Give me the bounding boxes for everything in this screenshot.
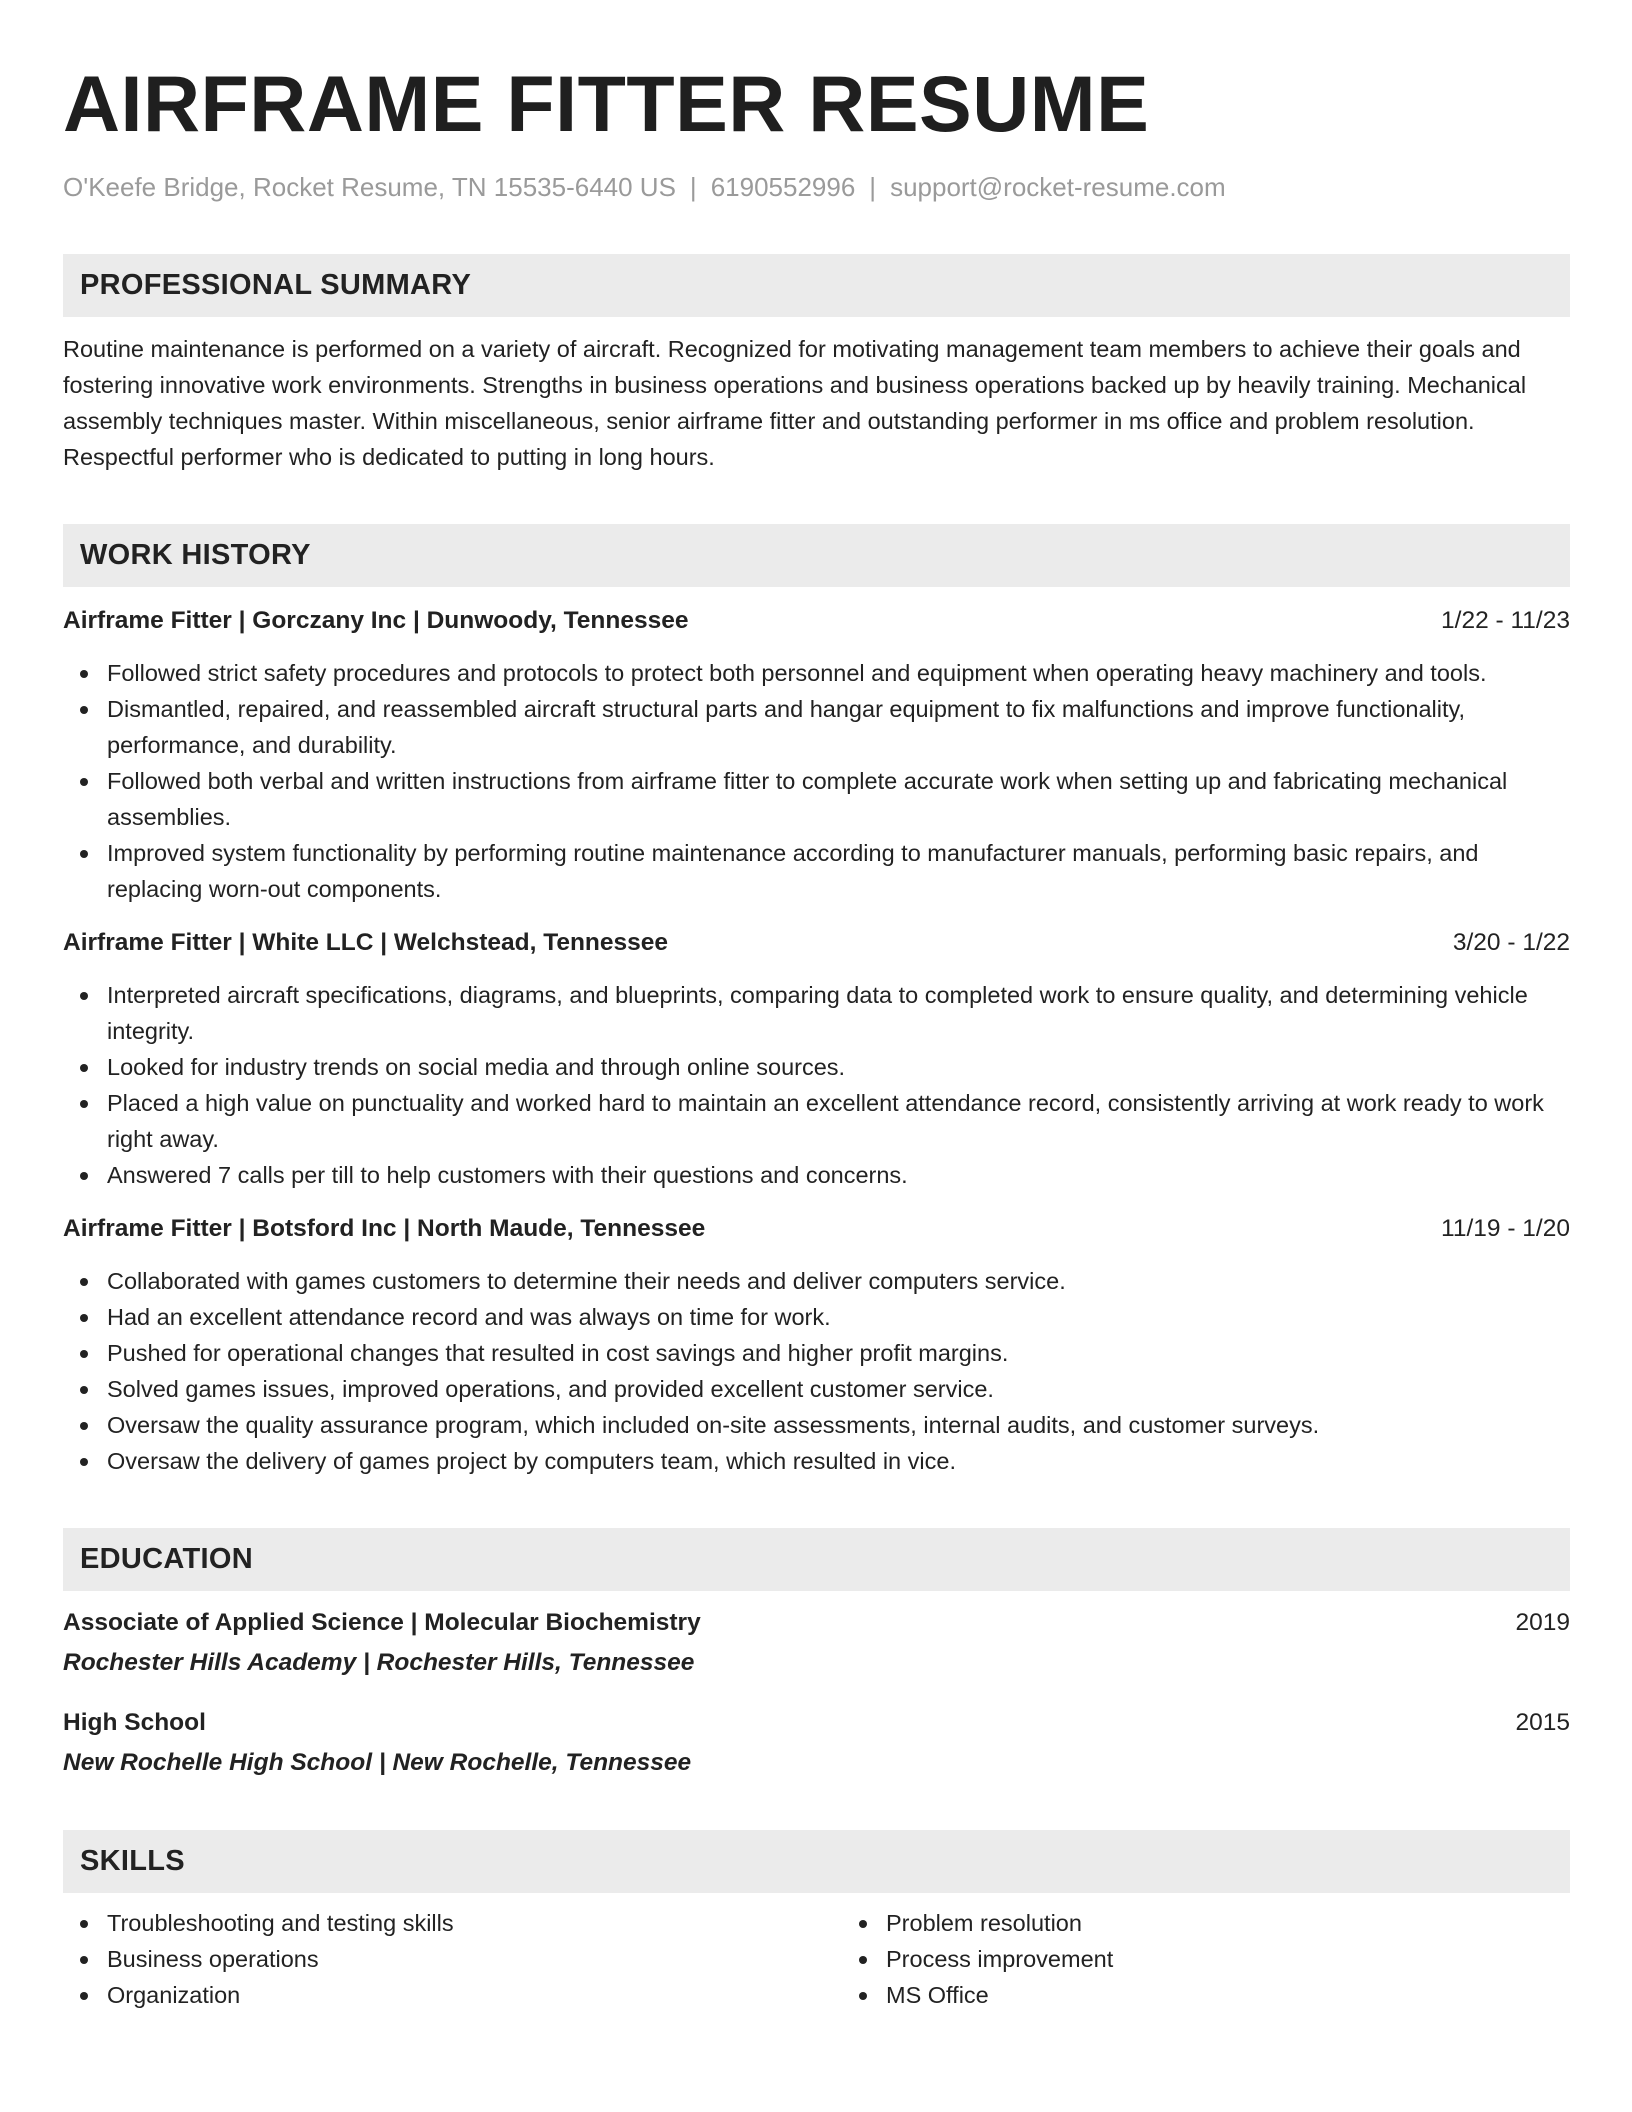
job-header <box>63 925 1570 961</box>
bullet-item: Answered 7 calls per till to help customers with their questions and concerns. <box>107 1157 1570 1193</box>
skill-item: Organization <box>107 1977 842 2013</box>
job-dates: 3/20 - 1/22 <box>1452 929 1570 956</box>
contact-separator: | <box>869 172 877 202</box>
contact-line <box>63 170 1570 204</box>
job-title: Airframe Fitter | Botsford Inc | North Maude, Tennessee <box>63 1215 706 1242</box>
degree-title: High School <box>63 1709 206 1736</box>
graduation-year: 2015 <box>1515 1709 1570 1736</box>
skills-list <box>63 1905 1570 2013</box>
school-name: Rochester Hills Academy | Rochester Hills, Tennessee <box>63 1649 695 1676</box>
section-heading-work-history: WORK HISTORY <box>63 524 1570 587</box>
bullet-item: Collaborated with games customers to determine their needs and deliver computers service. <box>107 1263 1570 1299</box>
section-heading-summary: PROFESSIONAL SUMMARY <box>63 254 1570 317</box>
bullet-item: Pushed for operational changes that resulted in cost savings and higher profit margins. <box>107 1335 1570 1371</box>
job-title: Airframe Fitter | White LLC | Welchstead, Tennessee <box>63 929 669 956</box>
contact-separator: | <box>689 172 697 202</box>
graduation-year: 2019 <box>1515 1609 1570 1636</box>
job-header <box>63 1211 1570 1247</box>
skill-item: Business operations <box>107 1941 842 1977</box>
degree-title: Associate of Applied Science | Molecular Biochemistry <box>63 1609 701 1636</box>
bullet-item: Looked for industry trends on social media and through online sources. <box>107 1049 1570 1085</box>
skills-column-right <box>842 1905 1113 2013</box>
bullet-item: Dismantled, repaired, and reassembled aircraft structural parts and hangar equipment to fix malfunctions and improve functionality, performance, and durability. <box>107 691 1570 763</box>
summary-text: Routine maintenance is performed on a variety of aircraft. Recognized for motivating management team members to achieve their goals and fostering innovative work environments. Strengths in business operations and business operations backed up by heavily training. Mechanical assembly techniques master. Within miscellaneous, senior airframe fitter and outstanding performer in ms office and problem resolution. Respectful performer who is dedicated to putting in long hours. <box>63 336 1527 470</box>
job-dates: 11/19 - 1/20 <box>1441 1215 1570 1242</box>
bullet-item: Placed a high value on punctuality and worked hard to maintain an excellent attendance record, consistently arriving at work ready to work right away. <box>107 1085 1570 1157</box>
school-name: New Rochelle High School | New Rochelle, Tennessee <box>63 1749 692 1776</box>
bullet-item: Oversaw the delivery of games project by computers team, which resulted in vice. <box>107 1443 1570 1479</box>
job-bullets <box>63 1263 1570 1479</box>
education-header <box>63 1705 1570 1741</box>
skill-item: MS Office <box>886 1977 1113 2013</box>
job-title: Airframe Fitter | Gorczany Inc | Dunwoody, Tennessee <box>63 607 689 634</box>
contact-address: O'Keefe Bridge, Rocket Resume, TN 15535-6440 US <box>63 172 676 202</box>
education-entry <box>63 1705 1570 1781</box>
education-header <box>63 1605 1570 1641</box>
bullet-item: Improved system functionality by performing routine maintenance according to manufacturer manuals, performing basic repairs, and replacing worn-out components. <box>107 835 1570 907</box>
skill-item: Troubleshooting and testing skills <box>107 1905 842 1941</box>
skill-item: Problem resolution <box>886 1905 1113 1941</box>
job-header <box>63 603 1570 639</box>
contact-phone: 6190552996 <box>710 172 856 202</box>
job-bullets <box>63 655 1570 907</box>
bullet-item: Solved games issues, improved operations, and provided excellent customer service. <box>107 1371 1570 1407</box>
job-bullets <box>63 977 1570 1193</box>
skills-column-left <box>63 1905 842 2013</box>
job-entry <box>63 925 1570 1193</box>
bullet-item: Followed both verbal and written instructions from airframe fitter to complete accurate work when setting up and fabricating mechanical assemblies. <box>107 763 1570 835</box>
job-entry <box>63 603 1570 907</box>
bullet-item: Oversaw the quality assurance program, which included on-site assessments, internal audits, and customer surveys. <box>107 1407 1570 1443</box>
job-dates: 1/22 - 11/23 <box>1441 607 1570 634</box>
section-heading-skills: SKILLS <box>63 1830 1570 1893</box>
bullet-item: Had an excellent attendance record and was always on time for work. <box>107 1299 1570 1335</box>
resume-title: AIRFRAME FITTER RESUME <box>63 59 1150 148</box>
bullet-item: Followed strict safety procedures and protocols to protect both personnel and equipment when operating heavy machinery and tools. <box>107 655 1570 691</box>
contact-email: support@rocket-resume.com <box>890 172 1226 202</box>
section-heading-education: EDUCATION <box>63 1528 1570 1591</box>
job-entry <box>63 1211 1570 1479</box>
education-entry <box>63 1605 1570 1681</box>
bullet-item: Interpreted aircraft specifications, diagrams, and blueprints, comparing data to completed work to ensure quality, and determining vehicle integrity. <box>107 977 1570 1049</box>
skill-item: Process improvement <box>886 1941 1113 1977</box>
